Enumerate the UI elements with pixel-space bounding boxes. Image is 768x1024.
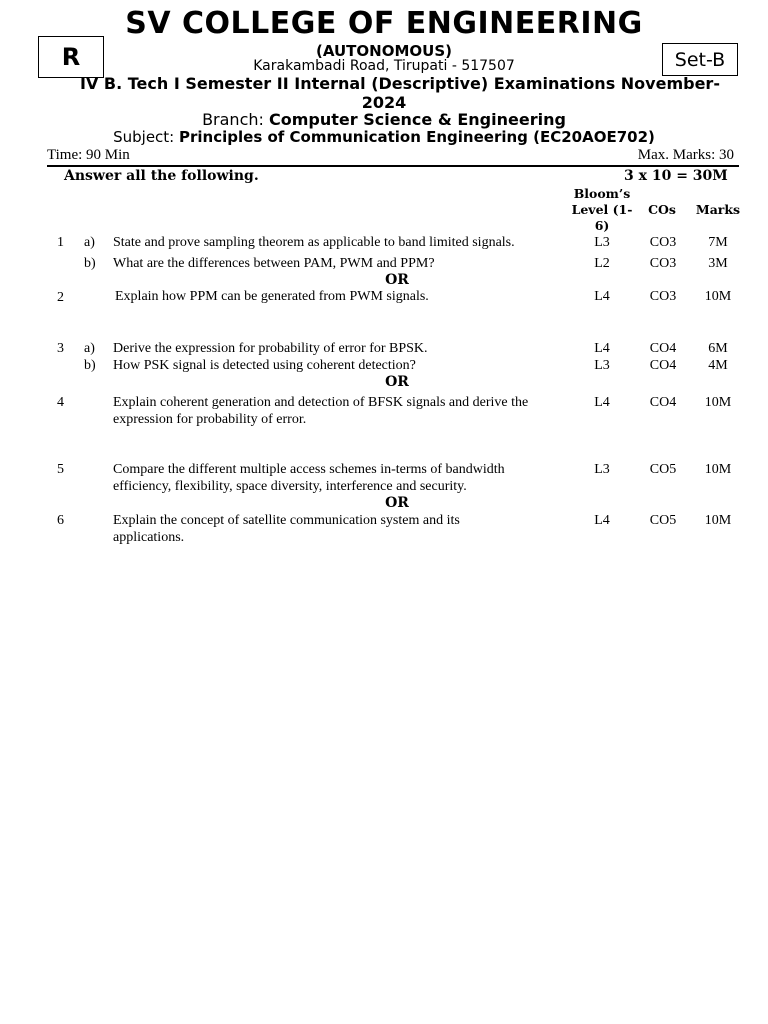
set-badge: Set-B	[662, 43, 738, 76]
bloom-level: L4	[594, 395, 610, 410]
question-marks: 10M	[704, 513, 732, 528]
question-part: a)	[84, 235, 95, 250]
course-outcome: CO3	[649, 289, 677, 304]
question-text: How PSK signal is detected using coherent detection?	[113, 358, 416, 373]
course-outcome: CO3	[649, 256, 677, 271]
question-marks: 6M	[708, 341, 728, 356]
question-text: Explain the concept of satellite communication system and its applications.	[113, 513, 460, 545]
question-marks: 10M	[704, 462, 732, 477]
course-outcome: CO4	[649, 395, 677, 410]
question-text: Compare the different multiple access schemes in-terms of bandwidth efficiency, flexibility, space diversity, interference and security.	[113, 462, 505, 494]
question-number: 6	[57, 513, 64, 528]
bloom-level-header: Bloom’s Level (1-6)	[571, 186, 633, 233]
college-name: SV COLLEGE OF ENGINEERING	[125, 6, 643, 41]
question-text: Explain coherent generation and detection of BFSK signals and derive the expression for probability of error.	[113, 395, 529, 427]
exam-title-line1: IV B. Tech I Semester II Internal (Descriptive) Examinations November-	[80, 74, 720, 93]
subject-value: Principles of Communication Engineering (EC20AOE702)	[179, 128, 655, 146]
marks-header: Marks	[695, 202, 741, 217]
autonomous-label: (AUTONOMOUS)	[316, 42, 452, 60]
question-marks: 7M	[708, 235, 728, 250]
course-outcome: CO5	[649, 462, 677, 477]
header-divider	[47, 165, 739, 167]
course-outcome: CO4	[649, 341, 677, 356]
bloom-level: L2	[594, 256, 610, 271]
bloom-level: L4	[594, 341, 610, 356]
question-number: 2	[57, 290, 64, 305]
bloom-level: L4	[594, 513, 610, 528]
question-marks: 10M	[704, 395, 732, 410]
question-text: Explain how PPM can be generated from PWM signals.	[115, 289, 429, 304]
question-number: 1	[57, 235, 64, 250]
or-separator: OR	[385, 374, 409, 390]
cos-header: COs	[648, 202, 676, 217]
question-number: 3	[57, 341, 64, 356]
regulation-badge: R	[38, 36, 104, 78]
subject-label: Subject:	[113, 128, 180, 146]
bloom-level: L3	[594, 235, 610, 250]
branch-line	[0, 110, 768, 129]
question-text: Derive the expression for probability of error for BPSK.	[113, 341, 428, 356]
question-marks: 10M	[704, 289, 732, 304]
question-text: State and prove sampling theorem as applicable to band limited signals.	[113, 235, 515, 250]
bloom-level: L3	[594, 462, 610, 477]
college-address: Karakambadi Road, Tirupati - 517507	[253, 58, 515, 74]
question-marks: 3M	[708, 256, 728, 271]
or-separator: OR	[385, 272, 409, 288]
question-part: a)	[84, 341, 95, 356]
branch-value: Computer Science & Engineering	[268, 110, 566, 129]
course-outcome: CO4	[649, 358, 677, 373]
or-separator: OR	[385, 495, 409, 511]
exam-title-line2: 2024	[361, 93, 407, 112]
question-number: 4	[57, 395, 64, 410]
course-outcome: CO5	[649, 513, 677, 528]
marks-total: 3 x 10 = 30M	[624, 168, 728, 184]
subject-line	[0, 128, 768, 146]
max-marks: Max. Marks: 30	[637, 147, 734, 163]
question-part: b)	[84, 358, 96, 373]
course-outcome: CO3	[649, 235, 677, 250]
question-marks: 4M	[708, 358, 728, 373]
bloom-level: L4	[594, 289, 610, 304]
branch-label: Branch:	[202, 110, 269, 129]
bloom-level: L3	[594, 358, 610, 373]
question-number: 5	[57, 462, 64, 477]
exam-time: Time: 90 Min	[47, 147, 130, 163]
instruction: Answer all the following.	[64, 168, 259, 184]
question-text: What are the differences between PAM, PWM and PPM?	[113, 256, 435, 271]
question-part: b)	[84, 256, 96, 271]
